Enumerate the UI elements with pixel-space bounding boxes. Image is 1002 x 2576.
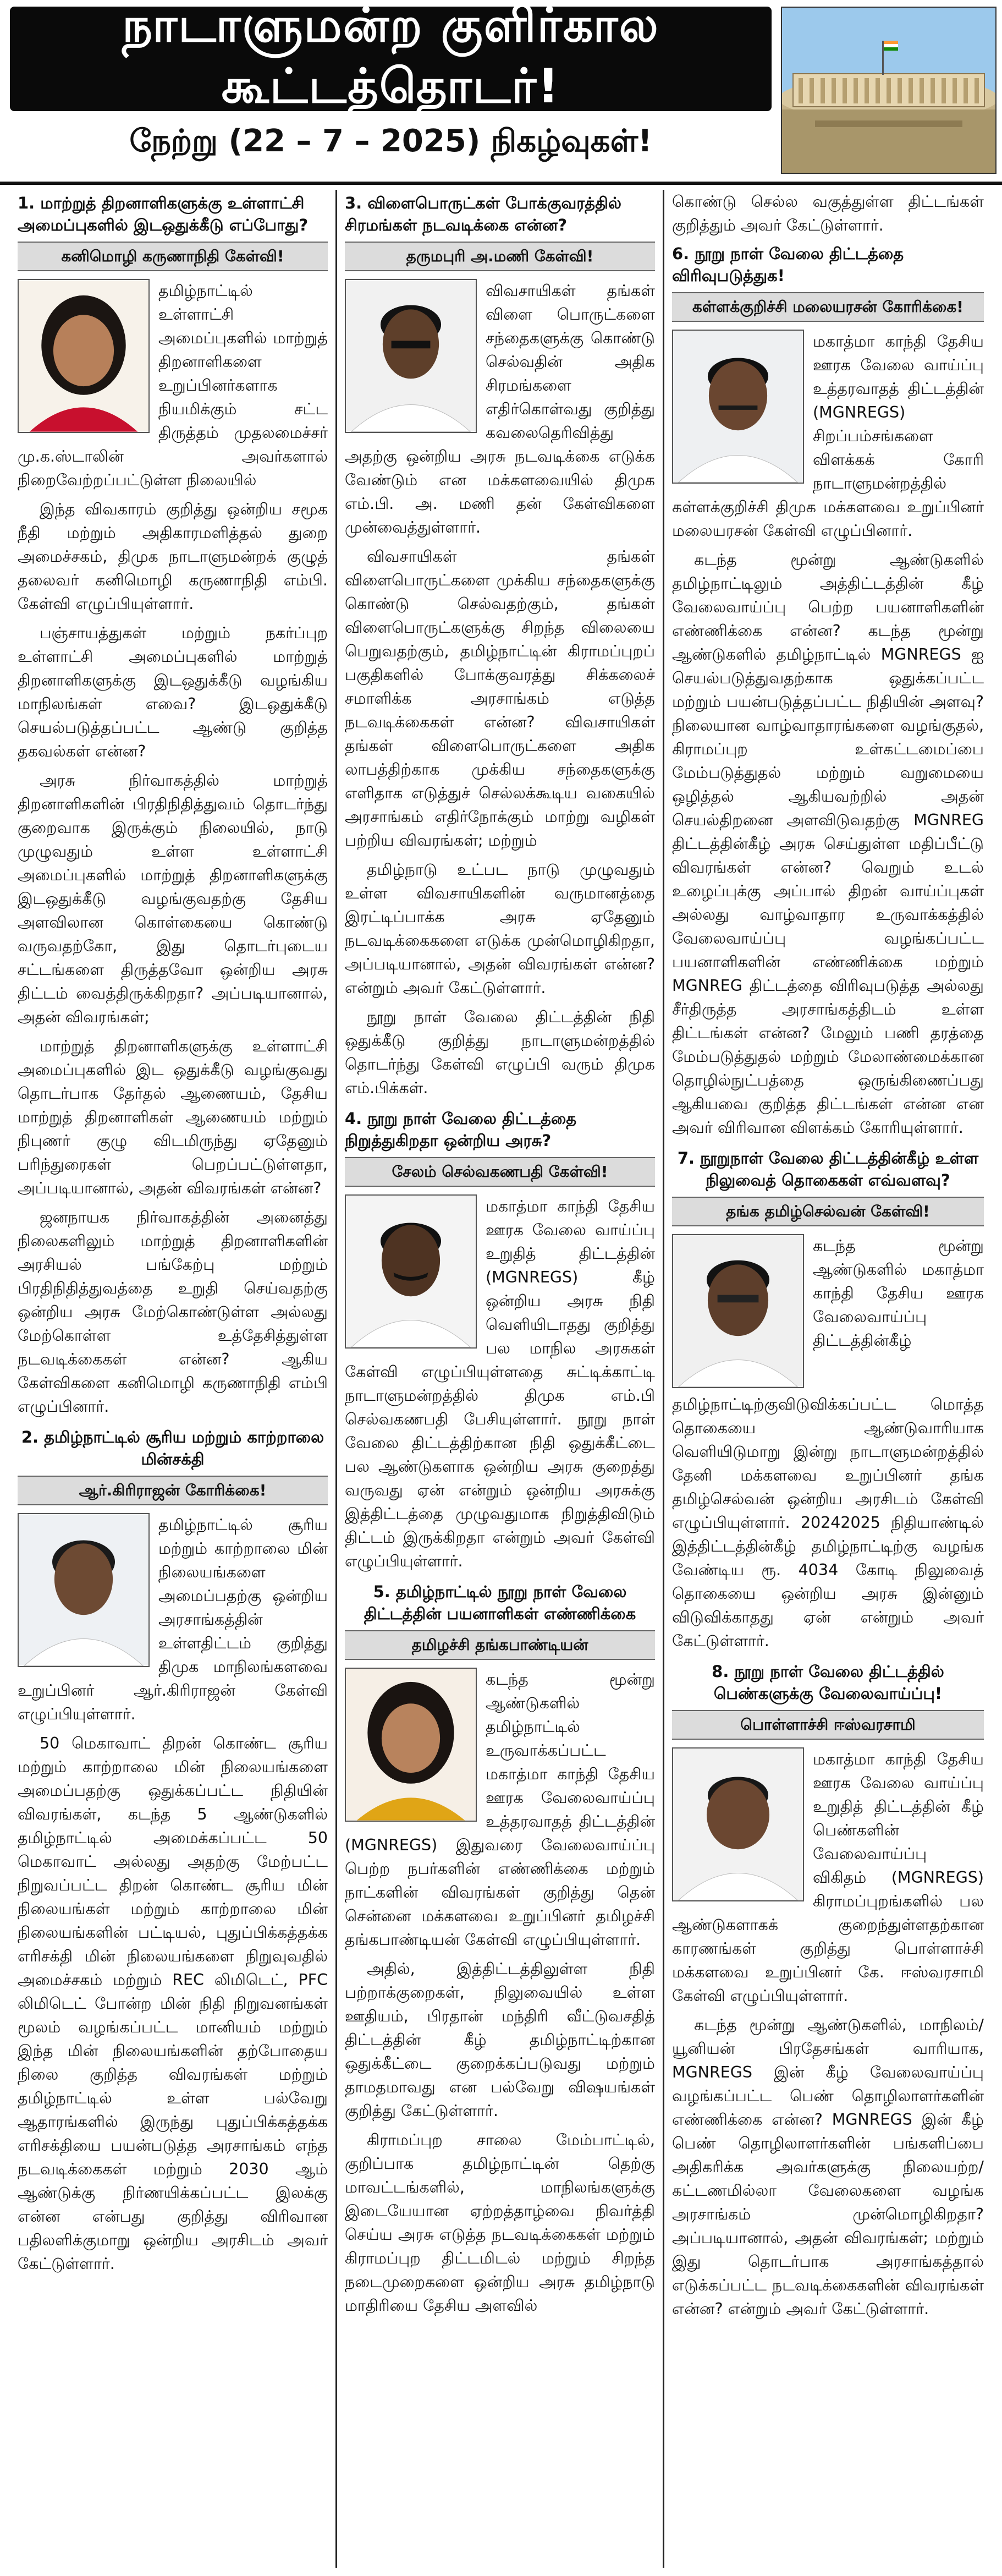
- article-3-para-2: விவசாயிகள் தங்கள் விளைபொருட்களை முக்கிய சந்தைகளுக்கு கொண்டு செல்வதற்கும், தங்கள் விளைபொருட்களுக்கு சிறந்த விலையை பெறுவதற்கும், தமிழ்நாட்டின் கிராமப்புறப் பகுதிகளில் போக்குவரத்து சிக்கலைச் சமாளிக்க அரசாங்கம் எடுத்த நடவடிக்கைகள் என்ன? விவசாயிகள் தங்கள் விளைபொருட்களை அதிக லாபத்திற்காக முக்கிய சந்தைகளுக்கு எளிதாக எடுத்துச் செல்லக்கூடிய வகையில் அரசாங்கம் எதிர்நோக்கும் மாற்று வழிகள் பற்றிய விவரங்கள்; மற்றும்: [345, 547, 655, 849]
- article-4-body: [345, 1194, 655, 1579]
- page-title: நாடாளுமன்ற குளிர்கால கூட்டத்தொடர்!: [122, 0, 659, 114]
- article-5-continued: கொண்டு செல்ல வகுத்துள்ள திட்டங்கள் குறித்தும் அவர் கேட்டுள்ளார்.: [672, 193, 984, 234]
- article-1-para-3: பஞ்சாயத்துகள் மற்றும் நகர்ப்புற உள்ளாட்சி அமைப்புகளில் மாற்றுத் திறனாளிகளுக்கு இடஒதுக்கீடு வழங்கிய மாநிலங்கள் எவை? இடஒதுக்கீடு செயல்படுத்தப்பட்ட ஆண்டு குறித்த தகவல்கள் என்ன?: [18, 624, 328, 760]
- article-8-asker: பொள்ளாச்சி ஈஸ்வரசாமி: [672, 1710, 984, 1740]
- article-6-asker: கள்ளக்குறிச்சி மலையரசன் கோரிக்கை!: [672, 292, 984, 322]
- portrait-icon: [346, 1669, 476, 1821]
- article-1-para-4: அரசு நிர்வாகத்தில் மாற்றுத் திறனாளிகளின் பிரதிநிதித்துவம் தொடர்ந்து குறைவாக இருக்கும் நிலையில், நாடு முழுவதும் உள்ள உள்ளாட்சி அமைப்புகளில் மாற்றுத் திறனாளிகளுக்கு இடஒதுக்கீடு வழங்குவதற்கு தேசிய அளவிலான கொள்கையை கொண்டு வருவதற்கோ, இது தொடர்புடைய சட்டங்களை திருத்தவோ ஒன்றிய அரசு திட்டம் வைத்திருக்கிறதா? அப்படியானால், அதன் விவரங்கள்;: [18, 771, 328, 1026]
- article-2-asker: ஆர்.கிரிராஜன் கோரிக்கை!: [18, 1476, 328, 1505]
- article-1-para-2: இந்த விவகாரம் குறித்து ஒன்றிய சமூக நீதி மற்றும் அதிகாரமளித்தல் துறை அமைச்சகம், திமுக நாடாளுமன்றக் குழுத் தலைவர் கனிமொழி கருணாநிதி எம்பி. கேள்வி எழுப்பியுள்ளார்.: [18, 500, 328, 613]
- masthead-banner: [10, 0, 772, 114]
- column-1: [10, 190, 337, 2568]
- article-1-photo: [18, 279, 150, 433]
- article-4-asker: சேலம் செல்வகணபதி கேள்வி!: [345, 1157, 655, 1187]
- article-1-asker: கனிமொழி கருணாநிதி கேள்வி!: [18, 242, 328, 271]
- parliament-illustration: [782, 8, 995, 173]
- article-7-photo: [672, 1234, 804, 1388]
- article-4-para-1: மகாத்மா காந்தி தேசிய ஊரக வேலை வாய்ப்பு உறுதித் திட்டத்தின் (MGNREGS) கீழ் ஒன்றிய அரசு நிதி வெளியிடாதது குறித்து பல மாநில அரசுகள் கேள்வி எழுப்பியுள்ளதை சுட்டிக்காட்டி நாடாளுமன்றத்தில் திமுக எம்.பி செல்வகணபதி பேசியுள்ளார். நூறு நாள் வேலை திட்டத்திற்கான நிதி ஒதுக்கீட்டை பல ஆண்டுகளாக ஒன்றிய அரசு குறைத்து வருவது ஏன் என்றும் ஒன்றிய அரசுக்கு இத்திட்டத்தை முழுவதுமாக நிறுத்திவிடும் திட்டம் இருக்கிறதா என்றும் அவர் கேள்வி எழுப்பியுள்ளார்.: [345, 1197, 655, 1570]
- article-1-para-5: மாற்றுத் திறனாளிகளுக்கு உள்ளாட்சி அமைப்புகளில் இட ஒதுக்கீடு வழங்குவது தொடர்பாக தேர்தல் ஆணையம், தேசிய மாற்றுத் திறனாளிகள் ஆணையம் மற்றும் நிபுணர் குழு விடமிருந்து ஏதேனும் பரிந்துரைகள் பெறப்பட்டுள்ளதா, அப்படியானால், அதன் விவரங்கள் என்ன?: [18, 1037, 328, 1197]
- article-columns: [10, 190, 992, 2568]
- article-1-title: 1. மாற்றுத் திறனாளிகளுக்கு உள்ளாட்சி அமைப்புகளில் இடஒதுக்கீடு எப்போது?: [18, 194, 309, 234]
- portrait-icon: [673, 1749, 803, 1900]
- article-4-title: 4. நூறு நாள் வேலை திட்டத்தை நிறுத்துகிறதா ஒன்றிய அரசு?: [345, 1109, 577, 1150]
- article-3-para-1: விவசாயிகள் தங்கள் விளை பொருட்களை சந்தைகளுக்கு கொண்டு செல்வதின் அதிக சிரமங்களை எதிர்கொள்வது குறித்து கவலைதெரிவித்து அதற்கு ஒன்றிய அரசு நடவடிக்கை எடுக்க வேண்டும் என மக்களவையில் திமுக எம்.பி. அ. மணி தன் கேள்விகளை முன்வைத்துள்ளார்.: [345, 282, 655, 536]
- article-1-para-6: ஜனநாயக நிர்வாகத்தின் அனைத்து நிலைகளிலும் மாற்றுத் திறனாளிகளின் அரசியல் பங்கேற்பு மற்றும் பிரதிநிதித்துவத்தை உறுதி செய்வதற்கு ஒன்றிய அரசு மேற்கொண்டுள்ள அல்லது மேற்கொள்ள உத்தேசித்துள்ள நடவடிக்கைகள் என்ன? ஆகிய கேள்விகளை கனிமொழி கருணாநிதி எம்பி எழுப்பினார்.: [18, 1208, 328, 1416]
- article-6-para-2: கடந்த மூன்று ஆண்டுகளில் தமிழ்நாட்டிலும் அத்திட்டத்தின் கீழ் வேலைவாய்ப்பு பெற்ற பயனாளிகளின் எண்ணிக்கை என்ன? கடந்த மூன்று ஆண்டுகளில் தமிழ்நாட்டில் MGNREGS ஐ செயல்படுத்துவதற்காக ஒதுக்கப்பட்ட மற்றும் பயன்படுத்தப்பட்ட நிதியின் அளவு? நிலையான வாழ்வாதாரங்களை வழங்குதல், கிராமப்புற உள்கட்டமைப்பை மேம்படுத்துதல் மற்றும் வறுமையை ஒழித்தல் ஆகியவற்றில் அதன் செயல்திறனை அளவிடுவதற்கு MGNREG திட்டத்தின்கீழ் அரசு செய்துள்ள மதிப்பீட்டு விவரங்கள் என்ன? வெறும் உடல் உழைப்புக்கு அப்பால் திறன் வாய்ப்புகள் அல்லது வாழ்வாதார உருவாக்கத்தில் வேலைவாய்ப்பு வழங்கப்பட்ட பயனாளிகளின் எண்ணிக்கை மற்றும் MGNREG திட்டத்தை விரிவுபடுத்த அல்லது சீர்திருத்த அரசாங்கத்திடம் உள்ள திட்டங்கள் என்ன? மேலும் பணி தரத்தை மேம்படுத்துதல் மற்றும் மேலாண்மைக்கான தொழில்நுட்பத்தை ஒருங்கிணைப்பது ஆகியவை குறித்த திட்டங்கள் என்ன என அவர் விரிவான விளக்கம் கோரியுள்ளார்.: [672, 551, 984, 1137]
- date-text: நேற்று (22 – 7 – 2025) நிகழ்வுகள்!: [129, 123, 652, 159]
- article-8-title: 8. நூறு நாள் வேலை திட்டத்தில் பெண்களுக்கு வேலைவாய்ப்பு!: [712, 1662, 944, 1703]
- portrait-icon: [673, 1235, 803, 1387]
- parliament-building-image: [781, 7, 997, 174]
- article-7-body: [672, 1234, 984, 1658]
- portrait-icon: [19, 1514, 148, 1666]
- article-2-para-2: 50 மெகாவாட் திறன் கொண்ட சூரிய மற்றும் காற்றாலை மின் நிலையங்களை அமைப்பதற்கு ஒதுக்கப்பட்ட நிதியின் விவரங்கள், கடந்த 5 ஆண்டுகளில் தமிழ்நாட்டில் அமைக்கப்பட்ட 50 மெகாவாட் அல்லது அதற்கு மேற்பட்ட நிறுவப்பட்ட திறன் கொண்ட சூரிய மின் நிலையங்கள் மற்றும் காற்றாலை மின் நிலையங்களின் பட்டியல், புதுப்பிக்கத்தக்க எரிசக்தி மின் நிலையங்களை நிறுவுவதில் அமைச்சகம் மற்றும் REC லிமிடெட், PFC லிமிடெட் போன்ற மின் நிதி நிறுவனங்கள் மூலம் வழங்கப்பட்ட மானியம் மற்றும் இந்த மின் நிலையங்களின் தற்போதைய நிலை குறித்த விவரங்கள் மற்றும் தமிழ்நாட்டில் உள்ள பல்வேறு ஆதாரங்களில் இருந்து புதுப்பிக்கத்தக்க எரிசக்தியை பயன்படுத்த அரசாங்கம் எந்த நடவடிக்கைகள் மற்றும் 2030 ஆம் ஆண்டுக்கு நிர்ணயிக்கப்பட்ட இலக்கு என்ன என்பது குறித்து விரிவான பதிலளிக்குமாறு ஒன்றிய அரசிடம் அவர் கேட்டுள்ளார்.: [18, 1734, 328, 2273]
- article-6-title: 6. நூறு நாள் வேலை திட்டத்தை விரிவுபடுத்துக!: [672, 244, 904, 285]
- article-7-asker: தங்க தமிழ்செல்வன் கேள்வி!: [672, 1197, 984, 1226]
- article-8-photo: [672, 1747, 804, 1901]
- article-5-para-2: அதில், இத்திட்டத்திலுள்ள நிதி பற்றாக்குறைகள், நிலுவையில் உள்ள ஊதியம், பிரதான் மந்திரி வீட்டுவசதித் திட்டத்தின் கீழ் தமிழ்நாட்டிற்கான ஒதுக்கீட்டை குறைக்கப்படுவது மற்றும் தாமதமாவது என பல்வேறு விஷயங்கள் குறித்து கேட்டுள்ளார்.: [345, 1960, 655, 2120]
- article-4-photo: [345, 1194, 477, 1349]
- article-8-para-1: மகாத்மா காந்தி தேசிய ஊரக வேலை வாய்ப்பு உறுதித் திட்டத்தின் கீழ் பெண்களின் வேலைவாய்ப்பு விகிதம் (MGNREGS) கிராமப்புறங்களில் பல ஆண்டுகளாகக் குறைந்துள்ளதற்கான காரணங்கள் குறித்து பொள்ளாச்சி மக்களவை உறுப்பினர் கே. ஈஸ்வரசாமி கேள்வி எழுப்பியுள்ளார்.: [672, 1750, 984, 2005]
- article-8-body: [672, 1747, 984, 2326]
- article-5-asker: தமிழச்சி தங்கபாண்டியன்: [345, 1630, 655, 1660]
- article-3-body: [345, 279, 655, 1105]
- article-3-para-3: தமிழ்நாடு உட்பட நாடு முழுவதும் உள்ள விவசாயிகளின் வருமானத்தை இரட்டிப்பாக்க அரசு ஏதேனும் நடவடிக்கைகளை எடுக்க முன்மொழிகிறதா, அப்படியானால், அதன் விவரங்கள் என்ன? என்றும் அவர் கேட்டுள்ளார்.: [345, 861, 655, 997]
- page-header: [0, 0, 1002, 185]
- article-5-body: [345, 1668, 655, 2323]
- article-6-body: [672, 330, 984, 1145]
- article-7-para-1: கடந்த மூன்று ஆண்டுகளில் மகாத்மா காந்தி தேசிய ஊரக வேலைவாய்ப்பு திட்டத்தின்கீழ் தமிழ்நாட்டிற்குவிடுவிக்கப்பட்ட மொத்த தொகையை ஆண்டுவாரியாக வெளியிடுமாறு இன்று நாடாளுமன்றத்தில் தேனி மக்களவை உறுப்பினர் தங்க தமிழ்செல்வன் ஒன்றிய அரசிடம் கேள்வி எழுப்பியுள்ளார். 20242025 நிதியாண்டில் இத்திட்டத்தின்கீழ் தமிழ்நாட்டிற்கு வழங்க வேண்டிய ரூ. 4034 கோடி நிலுவைத் தொகையை ஒன்றிய அரசு இன்னும் விடுவிக்காதது ஏன் என்றும் அவர் கேட்டுள்ளார்.: [672, 1237, 984, 1650]
- article-1-para-1: தமிழ்நாட்டில் உள்ளாட்சி அமைப்புகளில் மாற்றுத் திறனாளிகளை உறுப்பினர்களாக நியமிக்கும் சட்ட திருத்தம் முதலமைச்சர் மு.க.ஸ்டாலின் அவர்களால் நிறைவேற்றப்பட்டுள்ள நிலையில்: [18, 282, 328, 489]
- article-5-title: 5. தமிழ்நாட்டில் நூறு நாள் வேலை திட்டத்தின் பயனாளிகள் எண்ணிக்கை: [364, 1582, 636, 1623]
- article-6-photo: [672, 330, 804, 484]
- article-2-para-1: தமிழ்நாட்டில் சூரிய மற்றும் காற்றாலை மின் நிலையங்களை அமைப்பதற்கு ஒன்றிய அரசாங்கத்தின் உள்ளதிட்டம் குறித்து திமுக மாநிலங்களவை உறுப்பினர் ஆர்.கிரிராஜன் கேள்வி எழுப்பியுள்ளார்.: [18, 1516, 328, 1723]
- article-3-title: 3. விளைபொருட்கள் போக்குவரத்தில் சிரமங்கள் நடவடிக்கை என்ன?: [345, 194, 621, 234]
- article-5-para-1: கடந்த மூன்று ஆண்டுகளில் தமிழ்நாட்டில் உருவாக்கப்பட்ட மகாத்மா காந்தி தேசிய ஊரக வேலைவாய்ப்பு உத்தரவாதத் திட்டத்தின் (MGNREGS) இதுவரை வேலைவாய்ப்பு பெற்ற நபர்களின் எண்ணிக்கை மற்றும் நாட்களின் விவரங்கள் குறித்து தென் சென்னை மக்களவை உறுப்பினர் தமிழச்சி தங்கபாண்டியன் கேள்வி எழுப்பியுள்ளார்.: [345, 1670, 655, 1949]
- article-2-body: [18, 1513, 328, 2281]
- portrait-icon: [19, 280, 148, 432]
- article-6-para-1: மகாத்மா காந்தி தேசிய ஊரக வேலை வாய்ப்பு உத்தரவாதத் திட்டத்தின் (MGNREGS) சிறப்பம்சங்களை விளக்கக் கோரி நாடாளுமன்றத்தில் கள்ளக்குறிச்சி திமுக மக்களவை உறுப்பினர் மலையரசன் கேள்வி எழுப்பினார்.: [672, 332, 984, 540]
- column-2: [337, 190, 664, 2568]
- article-8-para-2: கடந்த மூன்று ஆண்டுகளில், மாநிலம்/யூனியன் பிரதேசங்கள் வாரியாக, MGNREGS இன் கீழ் வேலைவாய்ப்பு வழங்கப்பட்ட பெண் தொழிலாளர்களின் எண்ணிக்கை என்ன? MGNREGS இன் கீழ் பெண் தொழிலாளர்களின் பங்களிப்பை அதிகரிக்க அவர்களுக்கு நிலையற்ற/கட்டணமில்லா வேலைகளை வழங்க அரசாங்கம் முன்மொழிகிறதா? அப்படியானால், அதன் விவரங்கள்; மற்றும் இது தொடர்பாக அரசாங்கத்தால் எடுக்கப்பட்ட நடவடிக்கைகளின் விவரங்கள் என்ன? என்றும் அவர் கேட்டுள்ளார்.: [672, 2016, 984, 2318]
- portrait-icon: [346, 1196, 476, 1347]
- article-7-title: 7. நூறுநாள் வேலை திட்டத்தின்கீழ் உள்ள நிலுவைத் தொகைகள் எவ்வளவு?: [677, 1149, 979, 1190]
- article-5-para-3: கிராமப்புற சாலை மேம்பாட்டில், குறிப்பாக தமிழ்நாட்டின் தெற்கு மாவட்டங்களில், மாநிலங்களுக்கு இடையேயான ஏற்றத்தாழ்வை நிவர்த்தி செய்ய அரசு எடுத்த நடவடிக்கைகள் மற்றும் கிராமப்புற திட்டமிடல் மற்றும் சிறந்த நடைமுறைகளை ஒன்றிய அரசு தமிழ்நாடு மாதிரியை தேசிய அளவில்: [345, 2131, 655, 2315]
- article-3-para-4: நூறு நாள் வேலை திட்டத்தின் நிதி ஒதுக்கீடு குறித்து நாடாளுமன்றத்தில் தொடர்ந்து கேள்வி எழுப்பி வரும் திமுக எம்.பிக்கள்.: [345, 1008, 655, 1097]
- article-1-body: [18, 279, 328, 1424]
- article-2-title: 2. தமிழ்நாட்டில் சூரிய மற்றும் காற்றாலை மின்சக்தி: [21, 1428, 324, 1468]
- article-2-photo: [18, 1513, 150, 1667]
- portrait-icon: [673, 331, 803, 483]
- article-3-photo: [345, 279, 477, 433]
- column-3: [664, 190, 992, 2568]
- date-line: [10, 116, 772, 171]
- portrait-icon: [346, 280, 476, 432]
- article-3-asker: தருமபுரி அ.மணி கேள்வி!: [345, 242, 655, 271]
- article-5-photo: [345, 1668, 477, 1822]
